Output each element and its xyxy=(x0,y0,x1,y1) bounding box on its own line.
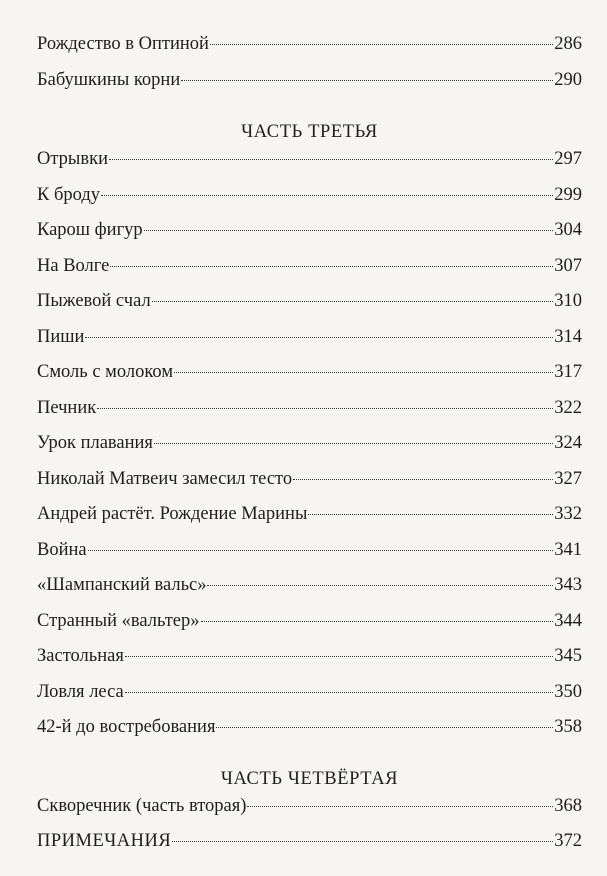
dot-leader xyxy=(88,550,554,551)
toc-entry-page: 343 xyxy=(554,575,582,595)
toc-entry xyxy=(37,69,582,105)
toc-entry-title: К броду xyxy=(37,184,101,205)
dot-leader xyxy=(97,408,553,409)
toc-entry-title: Печник xyxy=(37,397,97,418)
toc-entry xyxy=(37,795,582,831)
toc-entry-page: 286 xyxy=(554,34,582,54)
toc-entry xyxy=(37,290,582,326)
toc-entry xyxy=(37,716,582,752)
toc-entry-page: 314 xyxy=(554,326,582,347)
toc-entry xyxy=(37,326,582,362)
dot-leader xyxy=(125,692,554,693)
toc-entry-title: Ловля леса xyxy=(37,681,124,702)
toc-entry-title: Смоль с молоком xyxy=(37,362,174,382)
part-four-list xyxy=(37,795,582,866)
dot-leader xyxy=(201,621,554,622)
toc-entry xyxy=(37,33,582,69)
toc-entry xyxy=(37,184,582,220)
toc-entry-title: Николай Матвеич замесил тесто xyxy=(37,468,293,489)
dot-leader xyxy=(293,479,553,480)
dot-leader xyxy=(144,230,554,231)
toc-entry-page: 317 xyxy=(554,362,582,382)
toc-entry-page: 358 xyxy=(554,717,582,737)
dot-leader xyxy=(181,80,553,81)
dot-leader xyxy=(154,443,553,444)
toc-entry-page: 310 xyxy=(554,291,582,311)
toc-entry-title: «Шампанский вальс» xyxy=(37,575,207,595)
toc-entry-title: Пиши xyxy=(37,326,85,347)
toc-entry-page: 327 xyxy=(554,468,582,489)
toc-entry-page: 299 xyxy=(554,184,582,205)
part-three-heading: ЧАСТЬ ТРЕТЬЯ xyxy=(241,122,378,142)
toc-top-list xyxy=(37,33,582,104)
dot-leader xyxy=(174,372,553,373)
dot-leader xyxy=(216,727,553,728)
toc-entry xyxy=(37,432,582,468)
dot-leader xyxy=(308,514,553,515)
toc-entry-page: 368 xyxy=(554,795,582,816)
toc-entry-page: 350 xyxy=(554,681,582,702)
toc-entry-title: 42-й до востребования xyxy=(37,717,216,737)
toc-entry xyxy=(37,503,582,539)
toc-entry-title: Андрей растёт. Рождение Марины xyxy=(37,504,308,524)
dot-leader xyxy=(110,266,553,267)
toc-entry-title: Урок плавания xyxy=(37,433,153,453)
dot-leader xyxy=(101,195,553,196)
toc-entry xyxy=(37,361,582,397)
dot-leader xyxy=(152,301,554,302)
dot-leader xyxy=(109,159,553,160)
toc-entry-page: 322 xyxy=(554,397,582,418)
toc-entry-page: 304 xyxy=(554,220,582,240)
toc-entry-title: На Волге xyxy=(37,255,110,276)
toc-entry-page: 307 xyxy=(554,255,582,276)
toc-entry xyxy=(37,219,582,255)
toc-entry-page: 345 xyxy=(554,646,582,666)
toc-entry xyxy=(37,574,582,610)
toc-entry-page: 341 xyxy=(554,539,582,560)
toc-entry xyxy=(37,610,582,646)
part-four-heading: ЧАСТЬ ЧЕТВЁРТАЯ xyxy=(220,768,399,789)
dot-leader xyxy=(247,806,553,807)
toc-entry xyxy=(37,148,582,184)
dot-leader xyxy=(207,585,553,586)
toc-entry-page: 344 xyxy=(554,610,582,631)
toc-entry xyxy=(37,255,582,291)
toc-entry-page: 372 xyxy=(554,831,582,851)
toc-entry-title: Война xyxy=(37,539,87,560)
toc-entry-page: 332 xyxy=(554,504,582,524)
toc-entry-page: 324 xyxy=(554,433,582,453)
toc-entry xyxy=(37,539,582,575)
dot-leader xyxy=(125,656,553,657)
toc-entry-title: Застольная xyxy=(37,646,124,666)
toc-entry-title: Отрывки xyxy=(37,149,108,169)
toc-entry xyxy=(37,645,582,681)
toc-entry-title: Скворечник (часть вторая) xyxy=(37,795,247,816)
toc-entry-title: Карош фигур xyxy=(37,220,143,240)
toc-entry-notes xyxy=(37,830,582,866)
toc-entry xyxy=(37,397,582,433)
toc-entry-page: 297 xyxy=(554,149,582,169)
dot-leader xyxy=(210,44,553,45)
toc-entry-title: Странный «вальтер» xyxy=(37,610,200,631)
toc-entry-title: ПРИМЕЧАНИЯ xyxy=(37,831,172,851)
part-three-list xyxy=(37,148,582,752)
dot-leader xyxy=(85,337,553,338)
toc-entry-title: Пыжевой счал xyxy=(37,291,151,311)
toc-entry-page: 290 xyxy=(554,69,582,90)
toc-entry-title: Рождество в Оптиной xyxy=(37,34,209,54)
toc-entry xyxy=(37,468,582,504)
toc-entry-title: Бабушкины корни xyxy=(37,69,181,90)
dot-leader xyxy=(172,841,553,842)
toc-entry xyxy=(37,681,582,717)
